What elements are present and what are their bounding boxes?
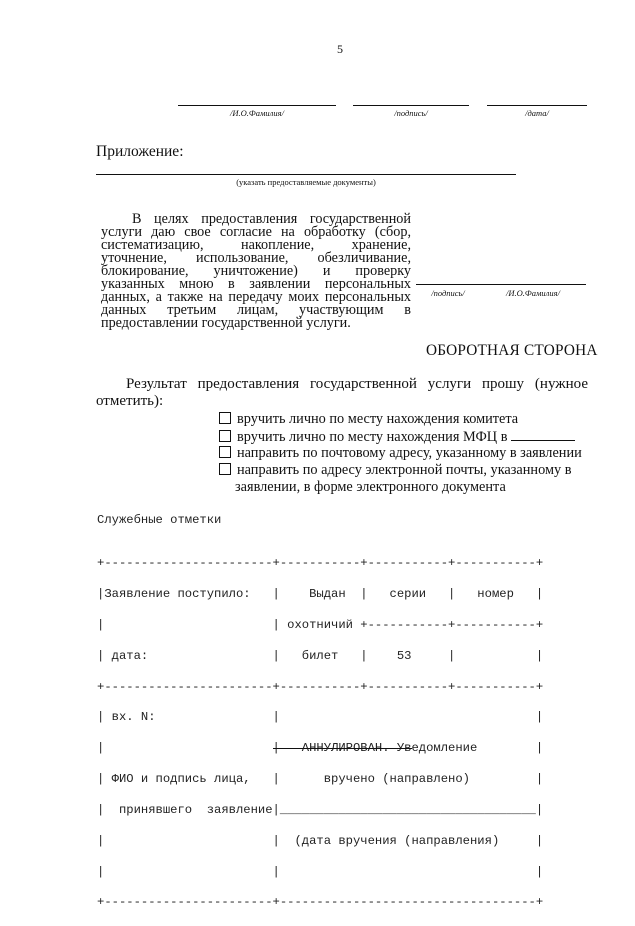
consent-signature-caption: /подпись/	[431, 288, 465, 298]
option-email[interactable]	[219, 462, 571, 479]
result-request-text: Результат предоставления государственной услуги прошу (нужное отметить):	[96, 376, 588, 409]
checkbox-committee[interactable]	[219, 412, 231, 424]
page-number: 5	[337, 42, 343, 56]
table-line: +-----------------------+-----------------------------------+	[97, 895, 544, 910]
checkbox-postal[interactable]	[219, 446, 231, 458]
table-line: +-----------------------+-----------+-----------+-----------+	[97, 679, 544, 694]
option-postal-label: направить по почтовому адресу, указанному в заявлении	[237, 445, 582, 461]
attachment-line	[96, 174, 516, 175]
option-postal[interactable]	[219, 445, 582, 462]
table-line: | вх. N: | |	[97, 710, 544, 725]
consent-text: В целях предоставления государственной услуги даю свое согласие на обработку (сбор, систематизацию, накопление, хранение, уточнение, использование, обезличивание, блокирование, уничтожение) и проверку указанных мною в заявлении персональных данных, а также на передачу моих персональных данных третьим лицам, участвующим в предоставлении государственной услуги.	[101, 211, 411, 331]
option-mfc[interactable]	[219, 428, 575, 446]
signature-caption: /подпись/	[394, 108, 428, 118]
mfc-blank-line	[511, 428, 575, 441]
table-line: | ФИО и подпись лица, | вручено (направлено) |	[97, 772, 544, 787]
name-signature-line	[178, 105, 336, 106]
attachment-label: Приложение:	[96, 143, 184, 160]
name-caption: /И.О.Фамилия/	[230, 108, 284, 118]
bottom-rule	[273, 748, 412, 749]
consent-name-caption: /И.О.Фамилия/	[506, 288, 560, 298]
option-email-label: направить по адресу электронной почты, указанному в	[237, 462, 572, 478]
checkbox-mfc[interactable]	[219, 430, 231, 442]
date-caption: /дата/	[525, 108, 549, 118]
table-line: +-----------------------+-----------+-----------+-----------+	[97, 556, 544, 571]
official-marks-title: Служебные отметки	[97, 513, 222, 527]
attachment-caption: (указать предоставляемые документы)	[236, 177, 376, 187]
table-line: | | |	[97, 864, 544, 879]
option-committee[interactable]	[219, 411, 518, 428]
date-line	[487, 105, 587, 106]
option-committee-label: вручить лично по месту нахождения комитета	[237, 411, 519, 427]
table-line: | дата: | билет | 53 | |	[97, 648, 544, 663]
option-mfc-label: вручить лично по месту нахождения МФЦ в	[237, 429, 508, 445]
table-line: | | (дата вручения (направления) |	[97, 833, 544, 848]
official-marks-table	[97, 541, 543, 926]
consent-signature-line	[416, 284, 586, 285]
table-line: | принявшего заявление|___________________________________|	[97, 802, 544, 817]
table-line: | | охотничий +-----------+-----------+	[97, 618, 544, 633]
option-email-continued: заявлении, в форме электронного документа	[235, 479, 506, 495]
table-line: |Заявление поступило: | Выдан | серии | номер |	[97, 587, 544, 602]
signature-line	[353, 105, 469, 106]
table-line: | | АННУЛИРОВАН. Уведомление |	[97, 741, 544, 756]
reverse-side-title: ОБОРОТНАЯ СТОРОНА	[426, 342, 598, 359]
checkbox-email[interactable]	[219, 463, 231, 475]
